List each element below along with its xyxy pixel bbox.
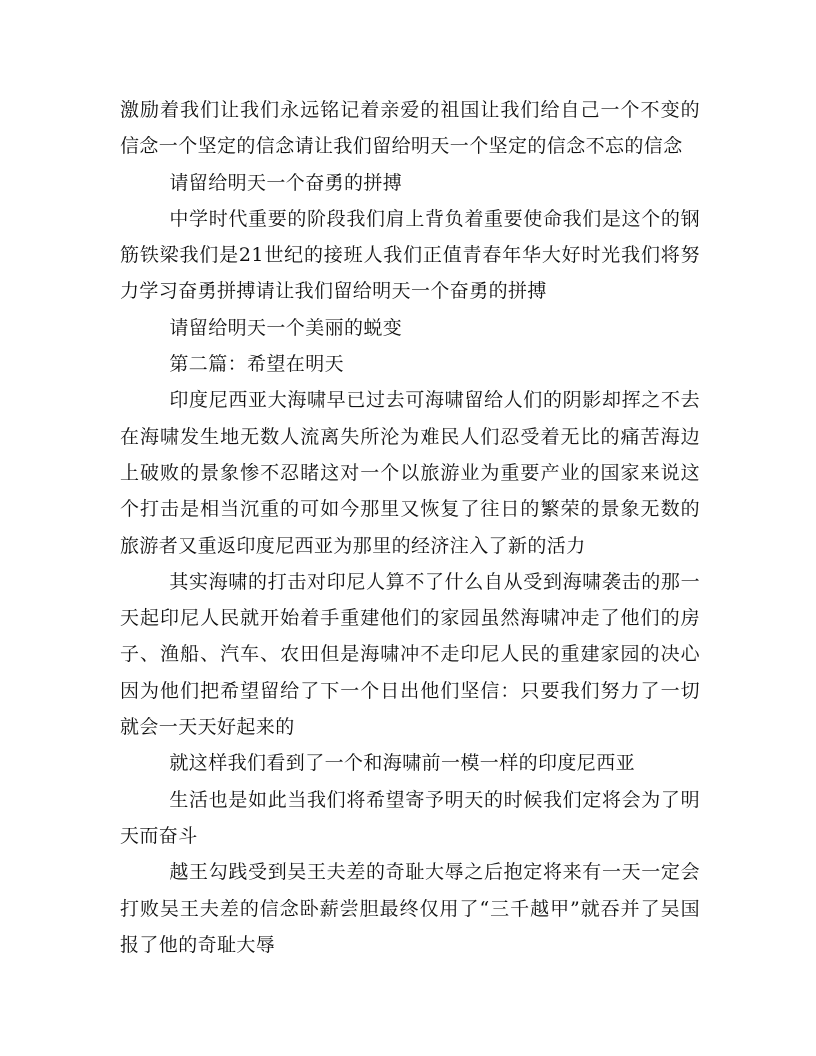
paragraph-goujian: 越王勾践受到吴王夫差的奇耻大辱之后抱定将来有一天一定会打败吴王夫差的信念卧薪尝胆最终仅用了“三千越甲”就吞并了吴国报了他的奇耻大辱 bbox=[120, 861, 700, 956]
heading-beautiful-transformation: 请留给明天一个美丽的蜕变 bbox=[169, 316, 403, 339]
paragraph-middle-school: 中学时代重要的阶段我们肩上背负着重要使命我们是这个的钢筋铁梁我们是21世纪的接班人我们正值青春年华大好时光我们将努力学习奋勇拼搏请让我们留给明天一个奋勇的拼搏 bbox=[120, 207, 700, 303]
paragraph-indonesia-tsunami: 印度尼西亚大海啸早已过去可海啸留给人们的阴影却挥之不去在海啸发生地无数人流离失所沦为难民人们忍受着无比的痛苦海边上破败的景象惨不忍睹这对一个以旅游业为重要产业的国家来说这个打击是相当沉重的可如今那里又恢复了往日的繁荣的景象无数的旅游者又重返印度尼西亚为那里的经济注入了新的活力 bbox=[120, 389, 700, 557]
paragraph-continuation: 激励着我们让我们永远铭记着亲爱的祖国让我们给自己一个不变的信念一个坚定的信念请让我们留给明天一个坚定的信念不忘的信念 bbox=[120, 99, 700, 158]
section-title-hope-tomorrow: 第二篇：希望在明天 bbox=[169, 353, 344, 376]
paragraph-same-indonesia: 就这样我们看到了一个和海啸前一模一样的印度尼西亚 bbox=[169, 752, 635, 775]
paragraph-life-hope: 生活也是如此当我们将希望寄予明天的时候我们定将会为了明天而奋斗 bbox=[120, 788, 700, 847]
document-body bbox=[120, 92, 700, 963]
paragraph-rebuild-homes: 其实海啸的打击对印尼人算不了什么自从受到海啸袭击的那一天起印尼人民就开始着手重建他们的家园虽然海啸冲走了他们的房子、渔船、汽车、农田但是海啸冲不走印尼人民的重建家园的决心因为他们把希望留给了下一个日出他们坚信：只要我们努力了一切就会一天天好起来的 bbox=[120, 570, 700, 739]
heading-stay-brave-struggle: 请留给明天一个奋勇的拼搏 bbox=[169, 171, 403, 194]
